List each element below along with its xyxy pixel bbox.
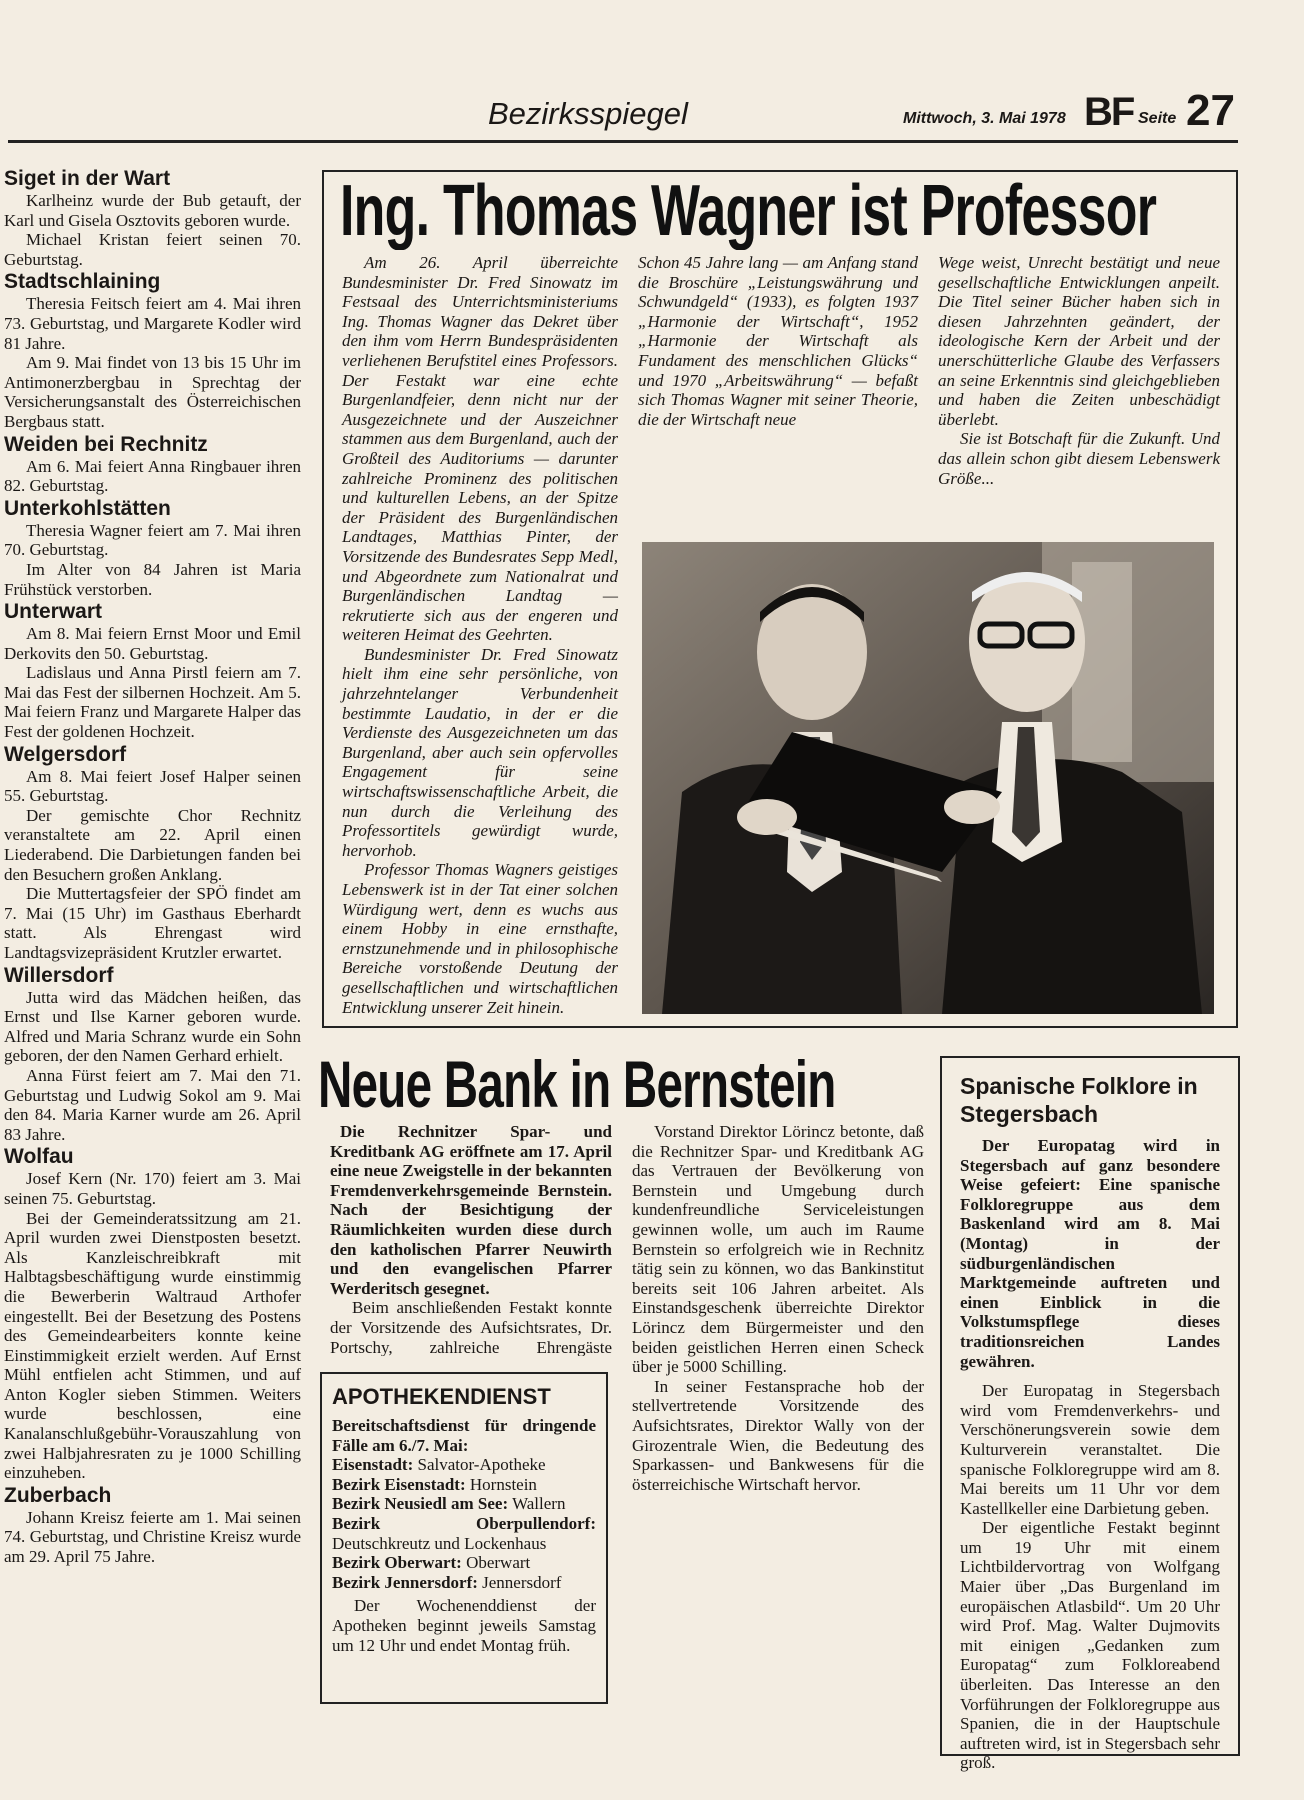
apotheken-box xyxy=(320,1372,608,1704)
local-news-heading: Unterkohlstätten xyxy=(4,496,171,520)
apotheken-entry-value: Wallern xyxy=(512,1494,566,1514)
bank-text-2: Vorstand Direktor Lörincz betonte, daß die Rechnitzer Spar- und Kreditbank AG das Vertrauen der Bevölkerung von Bernstein und Umgebung durch kundenfreundliche Serviceleistungen gewinnen wolle, um auch im Raume Bernstein so erfolgreich wie in Rechnitz tätig sein zu können, wo das Bankinstitut bereits seit 106 Jahren arbeitet. Als Einstandsgeschenk überreichte Direktor Lörincz dem Bürgermeister und den beiden geistlichen Herren einen Scheck über je 5000 Schilling. xyxy=(632,1122,924,1377)
local-news-heading: Willersdorf xyxy=(4,963,114,987)
local-news-heading: Unterwart xyxy=(4,600,103,624)
page-header xyxy=(0,70,1304,142)
apotheken-entry-label: Bezirk Neusiedl am See: xyxy=(332,1494,509,1514)
wagner-col-1 xyxy=(342,253,618,1017)
issue-date: Mittwoch, 3. Mai 1978 xyxy=(903,110,1066,127)
bank-text-1: Beim anschließenden Festakt konnte der Vorsitzende des Aufsichtsrates, Dr. Portschy, zahlreiche Ehrengäste xyxy=(330,1298,612,1357)
local-news-heading: Siget in der Wart xyxy=(4,167,171,190)
wagner-col-2 xyxy=(638,253,918,429)
apotheken-title: APOTHEKENDIENST xyxy=(332,1384,551,1409)
apotheken-entry-value: Jennersdorf xyxy=(482,1572,562,1592)
apotheken-entry xyxy=(332,1494,596,1514)
apotheken-intro: Bereitschaftsdienst für dringende Fälle am 6./7. Mai: xyxy=(332,1416,596,1455)
article-folklore xyxy=(940,1056,1240,1773)
apotheken-entry-label: Bezirk Oberpullendorf: xyxy=(332,1513,596,1533)
bank-lead: Die Rechnitzer Spar- und Kreditbank AG eröffnete am 17. April eine neue Zweigstelle in der bekannten Fremdenverkehrsgemeinde Bernstein. Nach der Besichtigung der Räumlichkeiten wurden diese durch den katholischen Pfarrer Neuwirth und den evangelischen Pfarrer Werderitsch gesegnet. xyxy=(330,1122,612,1298)
wagner-text-1: Am 26. April überreichte Bundesminister Dr. Fred Sinowatz im Festsaal des Unterrichtsministeriums Ing. Thomas Wagner das Dekret über den ihm vom Herrn Bundespräsidenten verliehenen Berufstitel eines Professors. Der Festakt war eine echte Burgenlandfeier, denn nicht nur der Ausgezeichnete und der Auszeichner stammen aus dem Burgenland, auch der Großteil des Auditoriums — darunter zahlreiche Prominenz des politischen und kulturellen Lebens, an der Spitze der Präsident des Burgenländischen Landtages, Matthias Pinter, der Vorsitzende des Bundesrates Sepp Medl, und Abgeordnete zum Nationalrat und Burgenländischen Landtag — rekrutierte sich aus der engeren und weiteren Heimat des Geehrten. xyxy=(342,253,618,645)
local-news-paragraph: Der gemischte Chor Rechnitz veranstaltete am 22. April einen Liederabend. Die Darbietungen fanden bei den Besuchern großen Anklang. xyxy=(4,805,301,884)
local-news-paragraph: Am 8. Mai feiern Ernst Moor und Emil Derkovits den 50. Geburtstag. xyxy=(4,624,301,663)
local-news-paragraph: Am 6. Mai feiert Anna Ringbauer ihren 82. Geburtstag. xyxy=(4,456,301,496)
left-column xyxy=(4,166,301,1567)
folklore-text-1: Der Europatag in Stegersbach wird vom Fremdenverkehrs- und Verschönerungsverein sowie dem Kulturverein veranstaltet. Die spanische Folkloregruppe wird am 8. Mai bereits um 11 Uhr vor dem Kastellkeller eine Darbietung geben. xyxy=(960,1381,1220,1518)
local-news-heading: Wolfau xyxy=(4,1145,74,1169)
apotheken-entry xyxy=(332,1455,596,1475)
bank-text-3: In seiner Festansprache hob der stellvertretende Vorsitzende des Aufsichtsrates, Direktor Wally von der Girozentrale Wien, die Bedeutung des Sparkassen- und Bankwesens für die österreichische Wirtschaft hervor. xyxy=(632,1376,924,1494)
apotheken-entry xyxy=(332,1475,596,1495)
local-news-paragraph: Anna Fürst feiert am 7. Mai den 71. Geburtstag und Ludwig Sokol am 9. Mai den 84. Maria Karner wurde am 26. April 83 Jahre. xyxy=(4,1065,301,1144)
local-news-heading: Welgersdorf xyxy=(4,742,127,766)
apotheken-footer: Der Wochenenddienst der Apotheken beginnt jeweils Samstag um 12 Uhr und endet Montag früh. xyxy=(332,1596,596,1655)
local-news-paragraph: Bei der Gemeinderatssitzung am 21. April wurden zwei Dienstposten besetzt. Als Kanzleischreibkraft mit Halbtagsbeschäftigung wurde einstimmig die Bewerberin Waltraud Arthofer eingestellt. Bei der Besetzung des Postens des Gemeindearbeiters konnte keine Einstimmigkeit erzielt werden. Auf Ernst Mühl entfielen acht Stimmen, und auf Anton Kogler sieben Stimmen. Weiters wurde beschlossen, eine Kanalanschlußgebühr-Vorauszahlung von zwei Halbjahresraten zu je 1000 Schilling einzuheben. xyxy=(4,1208,301,1483)
apotheken-entry-value: Hornstein xyxy=(469,1474,537,1494)
headline-folklore: Spanische Folklore in Stegersbach xyxy=(960,1073,1198,1127)
wagner-col-3 xyxy=(938,253,1220,488)
award-photo xyxy=(642,542,1214,1014)
folklore-lead: Der Europatag wird in Stegersbach auf ganz besondere Weise gefeiert: Eine spanische Folkloregruppe aus dem Baskenland wird am 8. Mai (Montag) in der südburgenländischen Marktgemeinde auftreten und einen Einblick in die Volkstumspflege dieses traditionsreichen Landes gewähren. xyxy=(960,1136,1220,1371)
apotheken-entry xyxy=(332,1573,596,1593)
section-title: Bezirksspiegel xyxy=(488,96,688,131)
local-news-paragraph: Theresia Wagner feiert am 7. Mai ihren 70. Geburtstag. xyxy=(4,520,301,560)
local-news-paragraph: Johann Kreisz feierte am 1. Mai seinen 74. Geburtstag, und Christine Kreisz wurde am 29. April 75 Jahre. xyxy=(4,1507,301,1567)
local-news-paragraph: Theresia Feitsch feiert am 4. Mai ihren 73. Geburtstag, und Margarete Kodler wird 81 Jahre. xyxy=(4,294,301,353)
page-number: 27 xyxy=(1186,86,1235,135)
photo-illustration xyxy=(642,542,1214,1014)
apotheken-entry-label: Bezirk Jennersdorf: xyxy=(332,1572,478,1592)
apotheken-entry-label: Bezirk Eisenstadt: xyxy=(332,1474,466,1494)
wagner-text-2: Bundesminister Dr. Fred Sinowatz hielt ihm eine sehr persönliche, von jahrzehntelanger Verbundenheit bestimmte Laudatio, in der er die Verdienste des Ausgezeichneten um das Burgenland, aber auch sein opfervolles Engagement für seine wirtschaftswissenschaftliche Arbeit, die nun durch die Verleihung des Professortitels gewürdigt wurde, hervorhob. xyxy=(342,644,618,860)
apotheken-entry-label: Bezirk Oberwart: xyxy=(332,1553,462,1573)
header-rule xyxy=(8,140,1238,143)
bf-logo: BF xyxy=(1084,90,1134,134)
local-news-heading: Zuberbach xyxy=(4,1483,112,1507)
wagner-text-5: Wege weist, Unrecht bestätigt und neue gesellschaftliche Entwicklungen anpeilt. Die Titel seiner Bücher haben sich in diesen Jahrzehnten geändert, der ideologische Kern der Arbeit und der unerschütterliche Glaube des Verfassers an seine Erkenntnis sind gleichgeblieben und haben die Zeiten unbeschädigt überlebt. xyxy=(938,253,1220,429)
apotheken-entry-label: Eisenstadt: xyxy=(332,1455,414,1475)
local-news-paragraph: Ladislaus und Anna Pirstl feiern am 7. Mai das Fest der silbernen Hochzeit. Am 5. Mai feiern Franz und Margarete Halper das Fest der goldenen Hochzeit. xyxy=(4,663,301,742)
local-news-paragraph: Jutta wird das Mädchen heißen, das Ernst und Ilse Karner geboren wurde. Alfred und Maria Schranz wurde ein Sohn geboren, der den Namen Gerhard erhielt. xyxy=(4,987,301,1066)
bank-col-2 xyxy=(632,1122,924,1752)
local-news-heading: Stadtschlaining xyxy=(4,270,161,294)
wagner-text-4: Schon 45 Jahre lang — am Anfang stand die Broschüre „Leistungswährung und Schwundgeld“ (1933), es folgten 1937 „Harmonie der Wirtschaft“, 1952 „Harmonie der Wirtschaft als Fundament des menschlichen Glücks“ und 1970 „Arbeitswährung“ — befaßt sich Thomas Wagner mit seiner Theorie, die der Wirtschaft neue xyxy=(638,253,918,429)
page-label: Seite xyxy=(1138,110,1177,127)
apotheken-entry xyxy=(332,1514,596,1553)
folklore-text-2: Der eigentliche Festakt beginnt um 19 Uhr mit einem Lichtbildervortrag von Wolfgang Maier über „Das Burgenland im europäischen Atlasbild“. Um 20 Uhr wird Prof. Mag. Walter Dujmovits mit einigen „Gedanken zum Europatag“ zum Folkloreabend überleiten. Das Interesse an den Vorführungen der Folkloregruppe aus Spanien, die in der Hauptschule auftreten wird, ist in Stegersbach sehr groß. xyxy=(960,1518,1220,1773)
local-news-paragraph: Die Muttertagsfeier der SPÖ findet am 7. Mai (15 Uhr) im Gasthaus Eberhardt statt. Als Ehrengast wird Landtagsvizepräsident Krutzler erwartet. xyxy=(4,884,301,962)
local-news-paragraph: Josef Kern (Nr. 170) feiert am 3. Mai seinen 75. Geburtstag. xyxy=(4,1169,301,1208)
local-news-paragraph: Am 8. Mai feiert Josef Halper seinen 55. Geburtstag. xyxy=(4,766,301,806)
wagner-text-6: Sie ist Botschaft für die Zukunft. Und das allein schon gibt diesem Lebenswerk Größe... xyxy=(938,429,1220,488)
headline-wagner: Ing. Thomas Wagner ist Professor xyxy=(340,172,1157,250)
local-news-paragraph: Karlheinz wurde der Bub getauft, der Karl und Gisela Osztovits geboren wurde. xyxy=(4,191,301,230)
apotheken-list xyxy=(332,1455,596,1592)
apotheken-entry-value: Oberwart xyxy=(466,1553,531,1573)
apotheken-entry-value: Salvator-Apotheke xyxy=(417,1455,546,1475)
wagner-text-3: Professor Thomas Wagners geistiges Lebenswerk ist in der Tat einer solchen Würdigung wert, denn es wuchs aus einem Hobby in eine ernsthafte, ernstzunehmende und in philosophische Bereiche vorstoßende Deutung der gesellschaftlichen und wirtschaftlichen Entwicklung unserer Zeit hinein. xyxy=(342,860,618,1017)
local-news-paragraph: Am 9. Mai findet von 13 bis 15 Uhr im Antimonerzbergbau in Sprechtag der Versicherungsanstalt des Österreichischen Bergbaus statt. xyxy=(4,353,301,431)
bank-col-1 xyxy=(330,1122,612,1356)
local-news-paragraph: Im Alter von 84 Jahren ist Maria Frühstück verstorben. xyxy=(4,559,301,599)
headline-bank: Neue Bank in Bernstein xyxy=(318,1048,836,1121)
apotheken-entry-value: Deutschkreutz und Lockenhaus xyxy=(332,1533,547,1553)
local-news-paragraph: Michael Kristan feiert seinen 70. Geburtstag. xyxy=(4,230,301,269)
local-news-heading: Weiden bei Rechnitz xyxy=(4,432,208,456)
apotheken-entry xyxy=(332,1553,596,1573)
